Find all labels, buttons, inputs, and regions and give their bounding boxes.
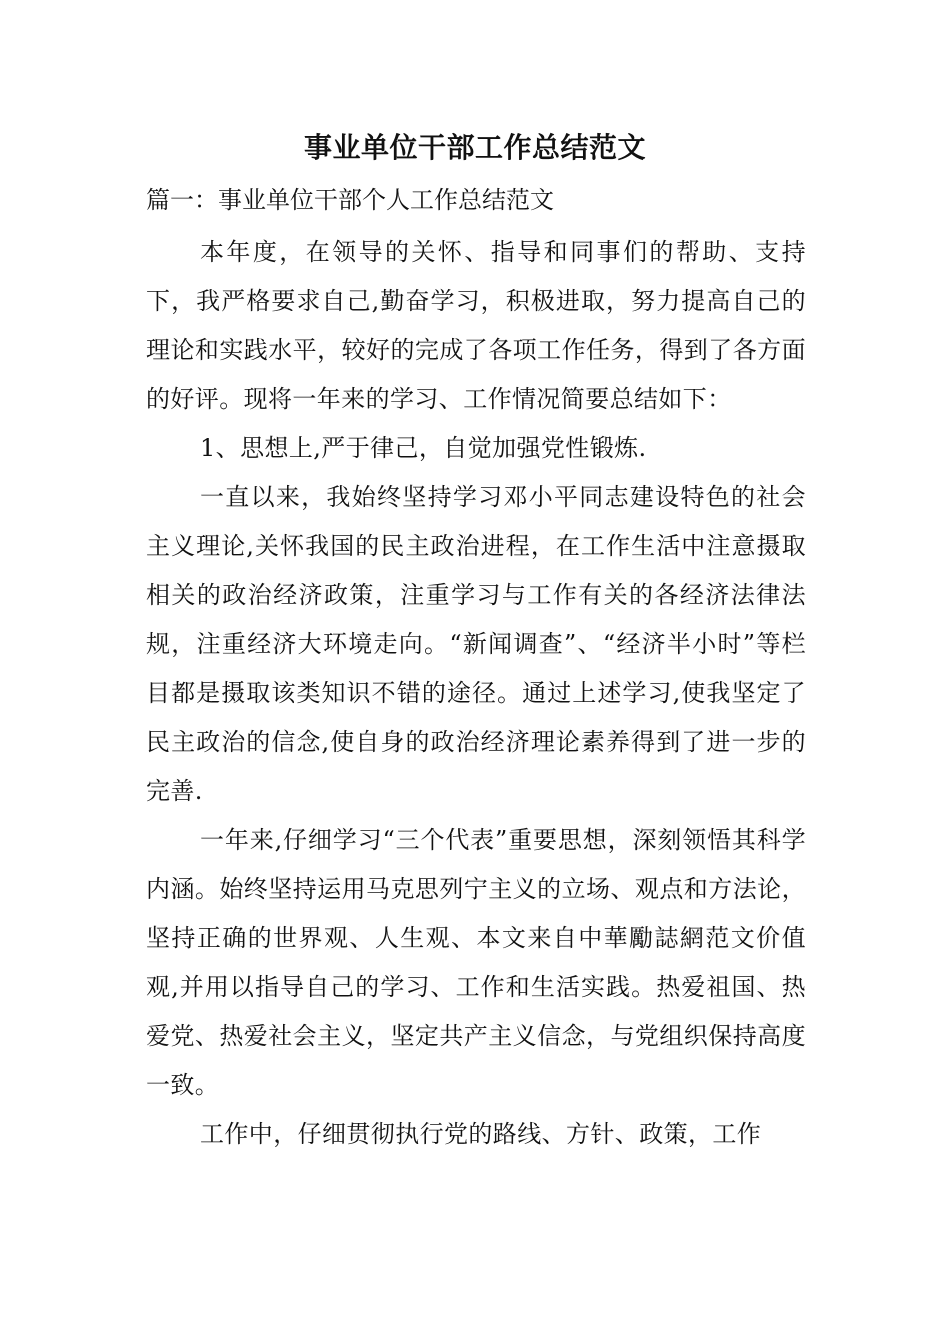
paragraph-study: 一直以来，我始终坚持学习邓小平同志建设特色的社会主义理论,关怀我国的民主政治进程，在工作生活中注意摄取相关的政治经济政策，注重学习与工作有关的各经济法律法规，注重经济大环境走向。“新闻调查”、“经济半小时”等栏目都是摄取该类知识不错的途径。通过上述学习,使我坚定了民主政治的信念,使自身的政治经济理论素养得到了进一步的完善.: [146, 483, 806, 805]
paragraph-intro: 本年度，在领导的关怀、指导和同事们的帮助、支持下，我严格要求自己,勤奋学习，积极进取，努力提高自己的理论和实践水平，较好的完成了各项工作任务，得到了各方面的好评。现将一年来的学习、工作情况简要总结如下：: [146, 238, 806, 413]
document-title: 事业单位干部工作总结范文: [303, 131, 646, 164]
paragraph-three-represents: 一年来,仔细学习“三个代表”重要思想，深刻领悟其科学内涵。始终坚持运用马克思列宁主义的立场、观点和方法论，坚持正确的世界观、人生观、本文来自中華勵誌網范文价值观,并用以指导自己的学习、工作和生活实践。热爱祖国、热爱党、热爱社会主义，坚定共产主义信念，与党组织保持高度一致。: [146, 826, 806, 1099]
paragraph-work: 工作中，仔细贯彻执行党的路线、方针、政策，工作: [200, 1120, 762, 1148]
paragraph-point-1: 1、思想上,严于律己，自觉加强党性锻炼.: [200, 434, 647, 462]
section-heading: 篇一：事业单位干部个人工作总结范文: [146, 186, 554, 214]
document-body: [146, 228, 806, 1159]
